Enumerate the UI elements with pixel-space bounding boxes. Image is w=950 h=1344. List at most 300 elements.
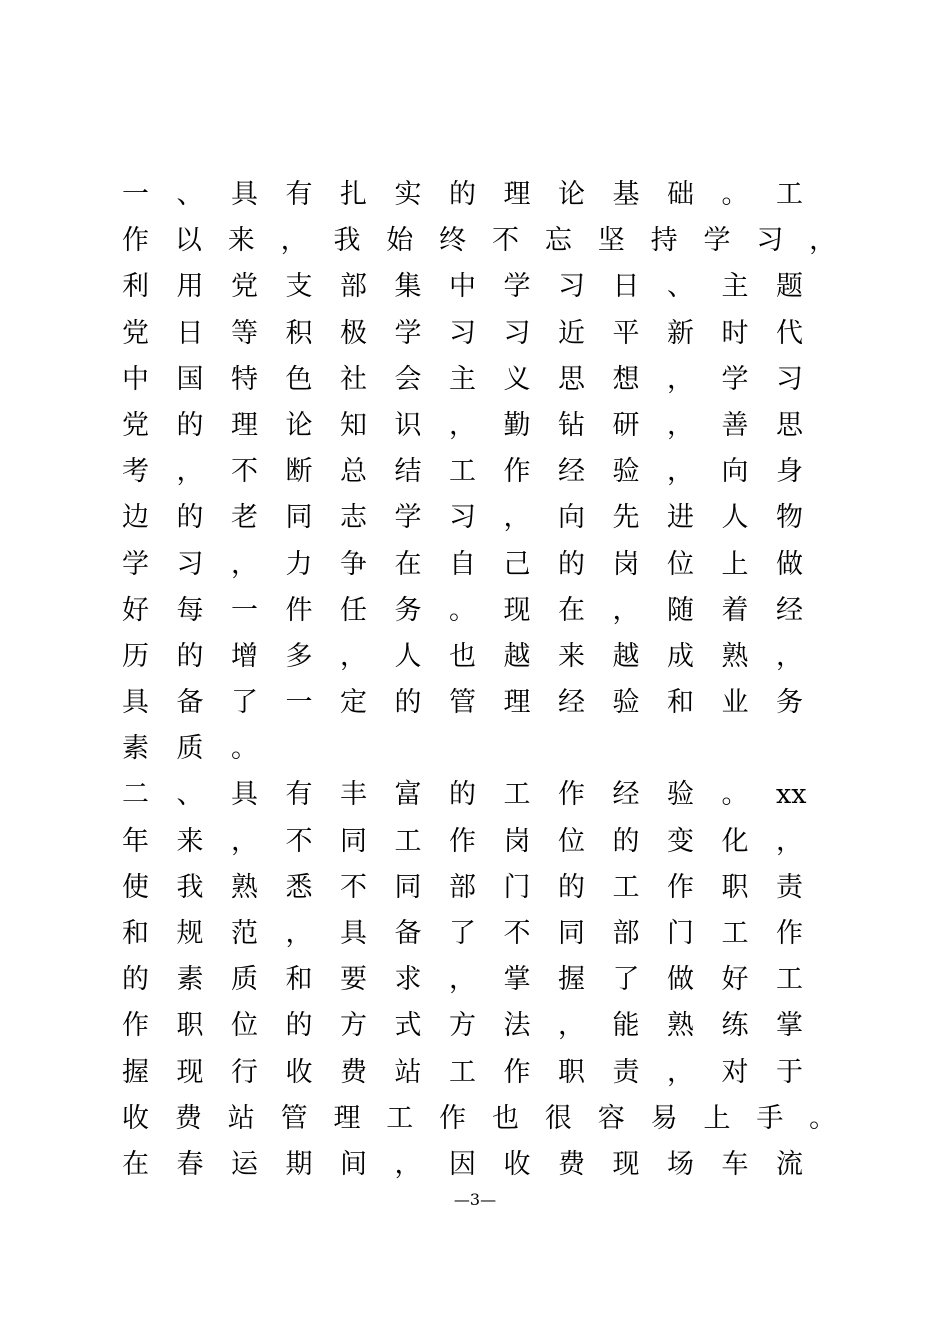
text-glyph: 始: [386, 225, 414, 257]
text-glyph: 越: [612, 640, 640, 672]
text-glyph: 也: [492, 1102, 520, 1134]
text-glyph: 运: [231, 1148, 258, 1180]
text-glyph: 作: [439, 1102, 467, 1134]
text-glyph: ，: [176, 456, 204, 488]
text-glyph: 会: [394, 363, 422, 395]
text-glyph: 部: [612, 918, 640, 949]
text-glyph: 具: [122, 687, 149, 719]
text-glyph: 一: [285, 687, 313, 719]
text-glyph: 础: [667, 179, 694, 210]
text-glyph: 习: [503, 317, 531, 349]
text-glyph: 利: [122, 271, 149, 303]
text-glyph: 我: [333, 225, 361, 257]
text-glyph: 理: [503, 179, 531, 210]
text-glyph: 来: [176, 825, 204, 857]
text-glyph: 熟: [667, 1010, 694, 1042]
text-glyph: 了: [612, 964, 640, 996]
text-glyph: 学: [703, 225, 731, 257]
text-glyph: 富: [394, 779, 422, 811]
text-glyph: 习: [558, 271, 585, 303]
text-glyph: 同: [340, 825, 367, 857]
text-glyph: 岗: [612, 548, 640, 580]
text-glyph: 工: [386, 1102, 414, 1134]
text-glyph: 行: [231, 1056, 258, 1088]
text-glyph: 作: [503, 1056, 531, 1088]
text-glyph: 期: [285, 1148, 313, 1180]
text-glyph: 思: [558, 363, 585, 395]
text-glyph: 经: [558, 456, 585, 488]
text-glyph: 务: [776, 687, 803, 719]
text-line: [122, 680, 862, 726]
text-glyph: ，: [231, 548, 258, 580]
text-glyph: 。: [721, 779, 749, 811]
text-glyph: ，: [285, 918, 313, 949]
text-glyph: 实: [394, 179, 422, 210]
text-glyph: 方: [449, 1010, 476, 1042]
text-glyph: 收: [285, 1056, 313, 1088]
text-glyph: 职: [558, 1056, 585, 1088]
text-glyph: 好: [122, 594, 149, 626]
text-glyph: 进: [667, 502, 694, 534]
text-glyph: 平: [612, 317, 640, 349]
text-glyph: 己: [503, 548, 531, 580]
text-glyph: 想: [612, 363, 640, 395]
text-glyph: 等: [231, 317, 258, 349]
text-glyph: ，: [280, 225, 308, 257]
text-glyph: 春: [176, 1148, 204, 1180]
text-glyph: 范: [231, 918, 258, 949]
text-line: [122, 172, 862, 218]
text-glyph: 部: [449, 871, 476, 903]
text-glyph: 识: [394, 409, 422, 441]
text-glyph: 质: [231, 964, 258, 996]
text-glyph: 门: [503, 871, 531, 903]
text-line: [122, 542, 862, 588]
text-glyph: 上: [721, 548, 749, 580]
text-glyph: 、: [176, 179, 204, 210]
text-glyph: 也: [449, 640, 476, 672]
text-glyph: 工: [394, 825, 422, 857]
text-glyph: 工: [721, 918, 749, 949]
text-glyph: 规: [176, 918, 204, 949]
text-glyph: 能: [612, 1010, 640, 1042]
text-glyph: 责: [612, 1056, 640, 1088]
text-glyph: 工: [776, 179, 803, 210]
text-line: [122, 495, 862, 541]
text-glyph: 以: [174, 225, 202, 257]
text-glyph: 自: [449, 548, 476, 580]
text-glyph: 人: [394, 640, 422, 672]
text-glyph: 习: [756, 225, 784, 257]
text-glyph: 理: [231, 409, 258, 441]
text-glyph: 勤: [503, 409, 531, 441]
text-glyph: 部: [340, 271, 367, 303]
text-glyph: 不: [503, 918, 531, 949]
text-glyph: 扎: [340, 179, 367, 210]
text-glyph: 学: [394, 317, 422, 349]
text-glyph: 收: [503, 1148, 531, 1180]
text-glyph: 力: [285, 548, 313, 580]
text-glyph: 悉: [285, 871, 313, 903]
text-glyph: 收: [122, 1102, 149, 1134]
text-glyph: 经: [558, 687, 585, 719]
text-glyph: 作: [122, 1010, 149, 1042]
text-glyph: 的: [558, 871, 585, 903]
text-glyph: 于: [776, 1056, 803, 1088]
text-glyph: 做: [667, 964, 694, 996]
text-glyph: 学: [721, 363, 749, 395]
text-glyph: 先: [612, 502, 640, 534]
text-glyph: 善: [721, 409, 749, 441]
text-glyph: 工: [612, 871, 640, 903]
text-glyph: 极: [340, 317, 367, 349]
text-glyph: ，: [612, 594, 640, 626]
text-glyph: 忘: [544, 225, 572, 257]
text-glyph: 积: [285, 317, 313, 349]
text-glyph: 作: [558, 779, 585, 811]
text-glyph: 钻: [558, 409, 585, 441]
text-glyph: 向: [558, 502, 585, 534]
text-glyph: 作: [667, 871, 694, 903]
text-glyph: 站: [394, 1056, 422, 1088]
text-glyph: 容: [597, 1102, 625, 1134]
text-glyph: 业: [721, 687, 749, 719]
text-glyph: 研: [612, 409, 640, 441]
text-line: [122, 1003, 862, 1049]
text-glyph: 备: [176, 687, 204, 719]
text-glyph: 管: [280, 1102, 308, 1134]
text-glyph: 在: [394, 548, 422, 580]
text-glyph: 不: [492, 225, 520, 257]
text-glyph: 作: [449, 825, 476, 857]
text-glyph: ，: [449, 964, 476, 996]
text-glyph: 增: [231, 640, 258, 672]
text-glyph: 位: [558, 825, 585, 857]
text-glyph: 的: [122, 964, 149, 996]
text-glyph: 职: [176, 1010, 204, 1042]
text-glyph: 持: [650, 225, 678, 257]
text-glyph: 责: [776, 871, 803, 903]
text-glyph: 易: [650, 1102, 678, 1134]
text-glyph: 用: [176, 271, 204, 303]
text-glyph: 件: [285, 594, 313, 626]
text-glyph: ，: [667, 456, 694, 488]
text-glyph: 知: [340, 409, 367, 441]
text-glyph: ，: [667, 1056, 694, 1088]
text-glyph: 总: [340, 456, 367, 488]
text-glyph: 间: [340, 1148, 367, 1180]
text-glyph: 二: [122, 779, 149, 811]
text-glyph: 来: [227, 225, 255, 257]
text-glyph: 好: [721, 964, 749, 996]
text-glyph: 基: [612, 179, 640, 210]
text-line: [122, 726, 862, 772]
text-glyph: 的: [449, 779, 476, 811]
text-glyph: 任: [340, 594, 367, 626]
text-glyph: 流: [776, 1148, 803, 1180]
text-glyph: 。: [231, 733, 258, 765]
text-glyph: 同: [558, 918, 585, 949]
text-glyph: 日: [612, 271, 640, 303]
text-glyph: 和: [122, 918, 149, 949]
text-glyph: 不: [231, 456, 258, 488]
text-glyph: 身: [776, 456, 803, 488]
text-glyph: 人: [721, 502, 749, 534]
text-glyph: 主: [721, 271, 749, 303]
text-glyph: 时: [721, 317, 749, 349]
text-glyph: ，: [667, 409, 694, 441]
text-glyph: 站: [227, 1102, 255, 1134]
text-line: [122, 357, 862, 403]
text-glyph: 主: [449, 363, 476, 395]
text-glyph: 熟: [721, 640, 749, 672]
text-glyph: 工: [449, 456, 476, 488]
text-glyph: 义: [503, 363, 531, 395]
text-glyph: 验: [612, 456, 640, 488]
text-glyph: 作: [503, 456, 531, 488]
text-glyph: xx: [776, 779, 807, 811]
text-glyph: 习: [449, 317, 476, 349]
text-glyph: 终: [439, 225, 467, 257]
body-text: [122, 172, 862, 1188]
text-glyph: 集: [394, 271, 422, 303]
text-glyph: 变: [667, 825, 694, 857]
text-line: [122, 634, 862, 680]
text-glyph: ，: [809, 225, 837, 257]
text-glyph: 随: [667, 594, 694, 626]
text-glyph: 备: [394, 918, 422, 949]
text-glyph: 着: [721, 594, 749, 626]
text-glyph: 特: [231, 363, 258, 395]
text-glyph: 在: [122, 1148, 149, 1180]
text-glyph: 思: [776, 409, 803, 441]
text-glyph: 上: [703, 1102, 731, 1134]
text-glyph: 工: [776, 964, 803, 996]
text-line: [122, 218, 862, 264]
text-glyph: ，: [776, 825, 803, 857]
text-glyph: 具: [231, 779, 258, 811]
text-glyph: 位: [667, 548, 694, 580]
text-glyph: 现: [503, 594, 531, 626]
text-glyph: 党: [122, 317, 149, 349]
text-glyph: 。: [809, 1102, 837, 1134]
text-glyph: 作: [776, 918, 803, 949]
text-glyph: 物: [776, 502, 803, 534]
text-glyph: 验: [612, 687, 640, 719]
text-glyph: 的: [176, 409, 204, 441]
text-glyph: 职: [721, 871, 749, 903]
text-glyph: 有: [285, 779, 313, 811]
text-glyph: 素: [122, 733, 149, 765]
text-glyph: 越: [503, 640, 531, 672]
text-glyph: 工: [449, 1056, 476, 1088]
text-glyph: 因: [449, 1148, 476, 1180]
text-glyph: 中: [449, 271, 476, 303]
text-glyph: 在: [558, 594, 585, 626]
text-glyph: 向: [721, 456, 749, 488]
text-glyph: 一: [231, 594, 258, 626]
text-glyph: 学: [122, 548, 149, 580]
text-glyph: 的: [394, 687, 422, 719]
text-glyph: 党: [231, 271, 258, 303]
text-glyph: 中: [122, 363, 149, 395]
text-glyph: 作: [122, 225, 149, 257]
text-glyph: 争: [340, 548, 367, 580]
text-glyph: 代: [776, 317, 803, 349]
text-glyph: 和: [667, 687, 694, 719]
text-glyph: 论: [285, 409, 313, 441]
text-line: [122, 1050, 862, 1096]
text-glyph: 管: [449, 687, 476, 719]
text-glyph: 习: [776, 363, 803, 395]
text-glyph: 质: [176, 733, 204, 765]
text-glyph: ，: [449, 409, 476, 441]
text-glyph: 。: [449, 594, 476, 626]
text-glyph: 了: [231, 687, 258, 719]
text-glyph: 做: [776, 548, 803, 580]
text-glyph: 断: [285, 456, 313, 488]
text-glyph: 的: [176, 640, 204, 672]
text-glyph: 使: [122, 871, 149, 903]
text-line: [122, 588, 862, 634]
text-glyph: 色: [285, 363, 313, 395]
text-glyph: 支: [285, 271, 313, 303]
text-glyph: 结: [394, 456, 422, 488]
text-glyph: 党: [122, 409, 149, 441]
text-glyph: 费: [340, 1056, 367, 1088]
text-glyph: ，: [558, 1010, 585, 1042]
text-glyph: 岗: [503, 825, 531, 857]
text-glyph: 理: [333, 1102, 361, 1134]
text-glyph: 现: [612, 1148, 640, 1180]
text-glyph: 来: [558, 640, 585, 672]
text-line: [122, 1142, 862, 1188]
text-glyph: 位: [231, 1010, 258, 1042]
text-glyph: 的: [612, 825, 640, 857]
text-line: [122, 957, 862, 1003]
text-glyph: 经: [612, 779, 640, 811]
text-line: [122, 403, 862, 449]
text-glyph: 握: [122, 1056, 149, 1088]
text-glyph: 门: [667, 918, 694, 949]
text-glyph: 论: [558, 179, 585, 210]
text-glyph: 不: [340, 871, 367, 903]
text-glyph: 坚: [597, 225, 625, 257]
page-number: —3—: [453, 1190, 497, 1209]
text-glyph: 每: [176, 594, 204, 626]
text-glyph: 的: [449, 179, 476, 210]
text-glyph: 年: [122, 825, 149, 857]
text-line: [122, 819, 862, 865]
text-glyph: 车: [721, 1148, 749, 1180]
text-glyph: 场: [667, 1148, 694, 1180]
text-glyph: 的: [176, 502, 204, 534]
text-glyph: 理: [503, 687, 531, 719]
text-glyph: 费: [558, 1148, 585, 1180]
text-glyph: 一: [122, 179, 149, 210]
text-glyph: 费: [174, 1102, 202, 1134]
text-glyph: 考: [122, 456, 149, 488]
text-glyph: 化: [721, 825, 749, 857]
text-glyph: 习: [176, 548, 204, 580]
text-glyph: 握: [558, 964, 585, 996]
text-glyph: 。: [721, 179, 749, 210]
text-glyph: ，: [231, 825, 258, 857]
text-glyph: 方: [340, 1010, 367, 1042]
text-glyph: 成: [667, 640, 694, 672]
text-glyph: 近: [558, 317, 585, 349]
text-glyph: 手: [756, 1102, 784, 1134]
text-glyph: 历: [122, 640, 149, 672]
text-glyph: 同: [285, 502, 313, 534]
text-glyph: 的: [558, 548, 585, 580]
text-glyph: ，: [394, 1148, 422, 1180]
text-glyph: 、: [176, 779, 204, 811]
text-glyph: 志: [340, 502, 367, 534]
text-glyph: 学: [394, 502, 422, 534]
text-glyph: 现: [176, 1056, 204, 1088]
text-glyph: 新: [667, 317, 694, 349]
text-line: [122, 772, 862, 818]
text-glyph: 有: [285, 179, 313, 210]
text-glyph: 熟: [231, 871, 258, 903]
text-line: [122, 311, 862, 357]
text-glyph: 老: [231, 502, 258, 534]
text-glyph: ，: [776, 640, 803, 672]
text-glyph: 我: [176, 871, 204, 903]
text-glyph: 了: [449, 918, 476, 949]
text-glyph: 习: [449, 502, 476, 534]
text-glyph: 务: [394, 594, 422, 626]
text-glyph: 求: [394, 964, 422, 996]
text-line: [122, 865, 862, 911]
text-glyph: 要: [340, 964, 367, 996]
text-glyph: 题: [776, 271, 803, 303]
text-glyph: ，: [503, 502, 531, 534]
text-glyph: 很: [544, 1102, 572, 1134]
text-glyph: 日: [176, 317, 204, 349]
text-glyph: 边: [122, 502, 149, 534]
text-glyph: 国: [176, 363, 204, 395]
text-line: [122, 911, 862, 957]
text-glyph: 多: [285, 640, 313, 672]
text-glyph: ，: [667, 363, 694, 395]
text-glyph: 练: [721, 1010, 749, 1042]
text-glyph: 学: [503, 271, 531, 303]
text-glyph: ，: [340, 640, 367, 672]
text-glyph: 具: [340, 918, 367, 949]
text-glyph: 式: [394, 1010, 422, 1042]
text-glyph: 的: [285, 1010, 313, 1042]
text-glyph: 不: [285, 825, 313, 857]
text-glyph: 具: [231, 179, 258, 210]
text-glyph: 掌: [776, 1010, 803, 1042]
text-glyph: 丰: [340, 779, 367, 811]
text-glyph: 掌: [503, 964, 531, 996]
text-glyph: 和: [285, 964, 313, 996]
text-glyph: 法: [503, 1010, 531, 1042]
text-glyph: 、: [667, 271, 694, 303]
text-glyph: 验: [667, 779, 694, 811]
text-glyph: 同: [394, 871, 422, 903]
text-glyph: 社: [340, 363, 367, 395]
text-glyph: 工: [503, 779, 531, 811]
text-glyph: 素: [176, 964, 204, 996]
text-line: [122, 1096, 862, 1142]
text-glyph: 对: [721, 1056, 749, 1088]
text-line: [122, 449, 862, 495]
text-line: [122, 264, 862, 310]
